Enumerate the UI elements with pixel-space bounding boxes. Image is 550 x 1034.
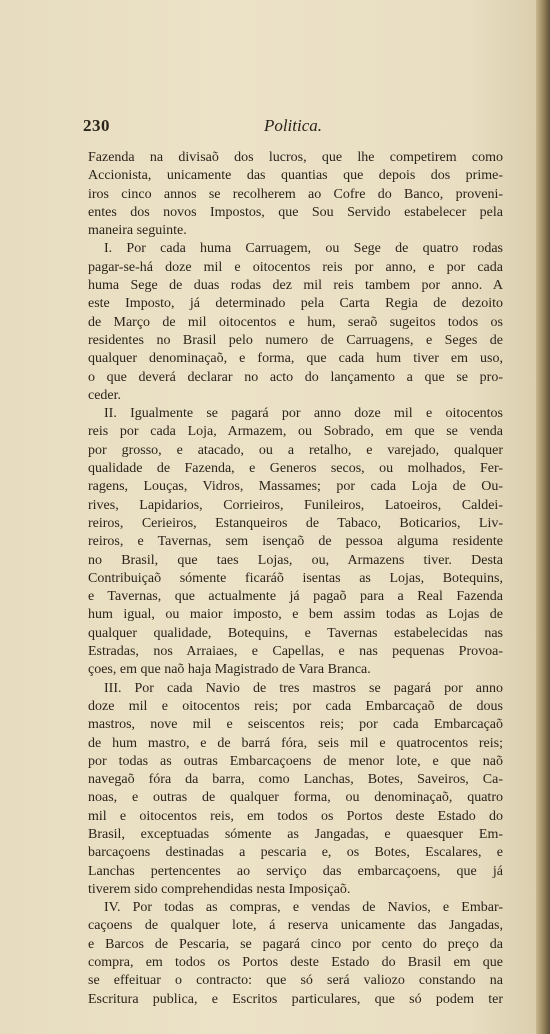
text-line: e Barcos de Pescaria, se pagará cinco por cento do preço da [88,936,503,952]
text-line: mastros, nove mil e seiscentos reis; por cada Embarcaçaõ [88,717,503,733]
text-line: III. Por cada Navio de tres mastros se pagará por anno [104,680,503,696]
text-line: entes dos novos Impostos, que Sou Servido estabelecer pela [88,204,503,220]
text-line: barcaçoens destinadas a pescaria e, os Botes, Escalares, e [88,845,503,861]
text-line: se effeituar o contracto: que só será valiozo constando na [88,973,503,989]
text-line: iros cinco annos se recolherem ao Cofre do Banco, proveni- [88,186,503,202]
text-line: caçoens de qualquer lote, á reserva unicamente das Jangadas, [88,918,503,934]
text-line: o que deverá declarar no acto do lançamento a que se pro- [88,369,503,385]
text-line: qualquer qualidade, Botequins, e Tavernas estabelecidas nas [88,625,503,641]
text-line: reiros, e Tavernas, sem isençaõ de pessoa alguma residente [88,534,503,550]
body-text [88,149,503,1009]
text-line: de Março de mil oitocentos e hum, seraõ sugeitos todos os [88,314,503,330]
page-header [83,116,503,140]
text-line: no Brasil, que taes Lojas, ou, Armazens tiver. Desta [88,552,503,568]
text-line: qualquer denominaçaõ, e forma, que cada hum tiver em uso, [88,351,503,367]
text-line: navegaõ fóra da barra, como Lanchas, Botes, Saveiros, Ca- [88,772,503,788]
text-line: Accionista, unicamente das quantias que depois dos prime- [88,168,503,184]
text-line: çoes, em que naõ haja Magistrado de Vara Branca. [88,662,371,678]
text-line: compra, em todos os Portos deste Estado do Brasil em que [88,955,503,971]
text-line: este Imposto, já determinado pela Carta Regia de dezoito [88,296,503,312]
text-line: de hum mastro, e de barrá fóra, seis mil e quatrocentos reis; [88,735,503,751]
text-line: qualidade de Fazenda, e Generos secos, ou molhados, Fer- [88,461,503,477]
text-line: noas, e outras de qualquer forma, ou denominaçaõ, quatro [88,790,503,806]
text-line: ragens, Louças, Vidros, Massames; por cada Loja de Ou- [88,479,503,495]
text-line: II. Igualmente se pagará por anno doze mil e oitocentos [104,406,503,422]
text-line: Escritura publica, e Escritos particulares, que só podem ter [88,991,503,1007]
book-spine-edge [536,0,550,1034]
text-line: ceder. [88,387,122,403]
text-line: por todas as outras Embarcaçoens de menor lote, e que naõ [88,753,503,769]
text-line: tiverem sido comprehendidas nesta Imposiçaõ. [88,881,351,897]
text-line: hum igual, ou maior imposto, e bem assim todas as Lojas de [88,607,503,623]
text-line: reiros, Cerieiros, Estanqueiros de Tabaco, Boticarios, Liv- [88,515,503,531]
text-line: IV. Por todas as compras, e vendas de Navios, e Embar- [104,900,503,916]
running-head: Politica. [263,116,323,135]
text-line: residentes no Brasil pelo numero de Carruagens, e Seges de [88,332,503,348]
text-line: Estradas, nos Arraiaes, e Capellas, e nas pequenas Provoa- [88,644,503,660]
text-line: Fazenda na divisaõ dos lucros, que lhe competirem como [88,150,503,165]
text-line: maneira seguinte. [88,223,187,239]
text-line: reis por cada Loja, Armazem, ou Sobrado, em que se venda [88,424,503,440]
text-line: pagar-se-há doze mil e oitocentos reis por anno, e por cada [88,259,503,275]
text-line: Brasil, exceptuadas sómente as Jangadas, e quaesquer Em- [88,826,503,842]
text-line: huma Sege de duas rodas dez mil reis tambem por anno. A [88,278,503,294]
text-line: por grosso, e atacado, ou a retalho, e varejado, qualquer [88,442,503,458]
text-line: rives, Lapidarios, Corrieiros, Funileiros, Latoeiros, Caldei- [88,497,503,513]
text-line: Lanchas pertencentes ao serviço das embarcaçoens, que já [88,863,503,879]
text-line: doze mil e oitocentos reis; por cada Embarcaçaõ de dous [88,698,503,714]
page-number: 230 [83,116,110,135]
text-line: Contribuiçaõ sómente ficaráõ isentas as Lojas, Botequins, [88,570,503,586]
text-line: mil e oitocentos reis, em todos os Portos deste Estado do [88,808,503,824]
text-line: I. Por cada huma Carruagem, ou Sege de quatro rodas [104,241,503,257]
text-line: e Tavernas, que actualmente já pagaõ para a Real Fazenda [88,589,503,605]
